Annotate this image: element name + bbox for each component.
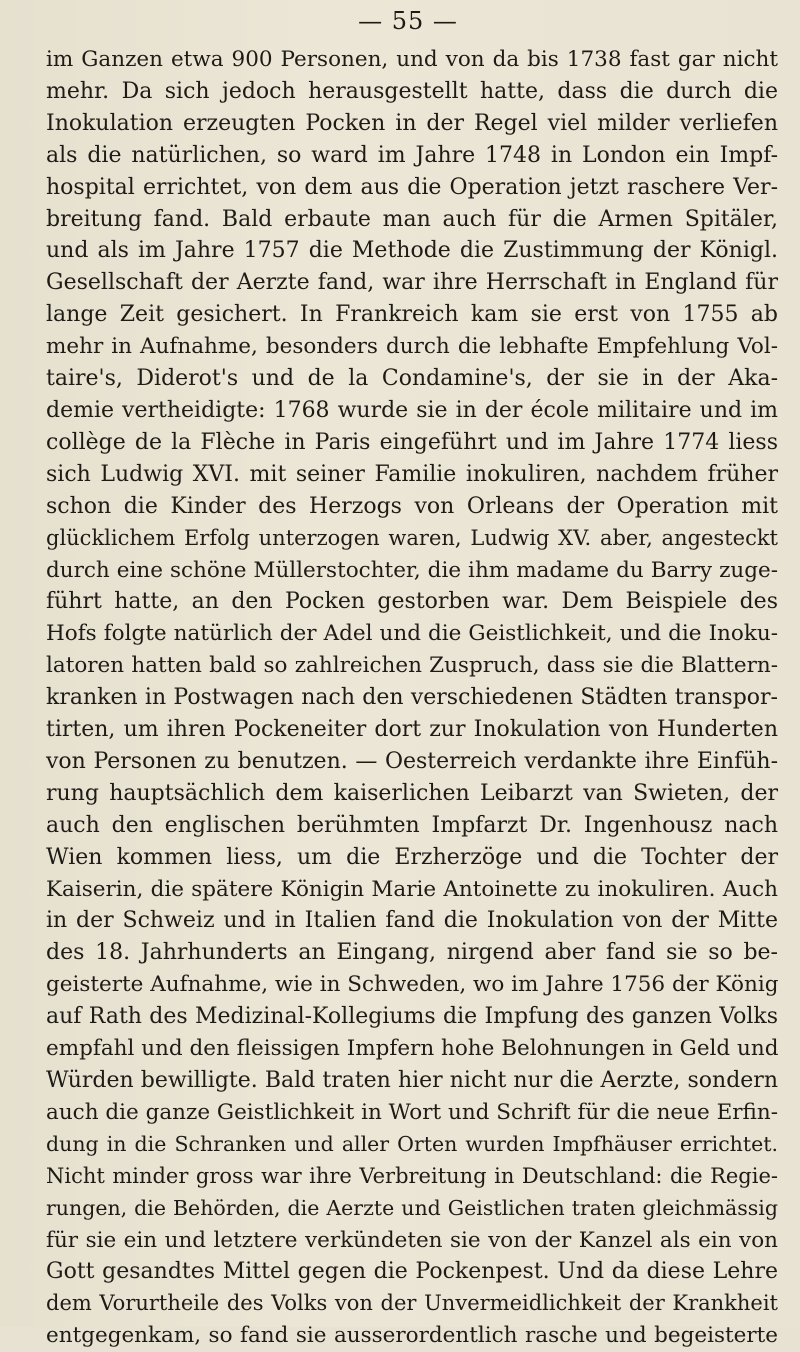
text-line: lange Zeit gesichert. In Frankreich kam sie erst von 1755 ab xyxy=(46,302,778,328)
text-line: Hofs folgte natürlich der Adel und die Geistlichkeit, und die Inoku- xyxy=(46,621,778,647)
text-line: mehr in Aufnahme, besonders durch die lebhafte Empfehlung Vol- xyxy=(46,334,778,360)
text-line: latoren hatten bald so zahlreichen Zuspruch, dass sie die Blattern- xyxy=(46,653,778,679)
text-line: und als im Jahre 1757 die Methode die Zustimmung der Königl. xyxy=(46,238,778,264)
text-line: glücklichem Erfolg unterzogen waren, Ludwig XV. aber, angesteckt xyxy=(46,525,778,550)
text-line: Wien kommen liess, um die Erzherzöge und die Tochter der xyxy=(46,844,778,870)
text-line: mehr. Da sich jedoch herausgestellt hatte, dass die durch die xyxy=(46,78,778,104)
text-line: collège de la Flèche in Paris eingeführt und im Jahre 1774 liess xyxy=(46,429,778,455)
text-line: als die natürlichen, so ward im Jahre 1748 in London ein Impf- xyxy=(46,142,778,168)
text-line: dung in die Schranken und aller Orten wurden Impfhäuser errichtet. xyxy=(46,1131,778,1156)
text-line: breitung fand. Bald erbaute man auch für die Armen Spitäler, xyxy=(46,206,778,232)
text-line: im Ganzen etwa 900 Personen, und von da bis 1738 fast gar nicht xyxy=(46,47,778,72)
text-line: geisterte Aufnahme, wie in Schweden, wo im Jahre 1756 der König xyxy=(46,972,779,998)
text-line: tirten, um ihren Pockeneiter dort zur Inokulation von Hunderten xyxy=(46,717,778,743)
text-line: dem Vorurtheile des Volks von der Unvermeidlichkeit der Krankheit xyxy=(46,1291,778,1316)
text-line: hospital errichtet, von dem aus die Operation jetzt raschere Ver- xyxy=(46,174,778,200)
text-line: von Personen zu benutzen. — Oesterreich verdankte ihre Einfüh- xyxy=(46,748,778,774)
text-line: Gesellschaft der Aerzte fand, war ihre Herrschaft in England für xyxy=(46,270,778,296)
text-line: taire's, Diderot's und de la Condamine's, der sie in der Aka- xyxy=(46,366,778,392)
text-line: des 18. Jahrhunderts an Eingang, nirgend aber fand sie so be- xyxy=(46,940,778,966)
text-line: auch die ganze Geistlichkeit in Wort und Schrift für die neue Erfin- xyxy=(46,1099,778,1125)
text-line: Kaiserin, die spätere Königin Marie Antoinette zu inokuliren. Auch xyxy=(46,876,778,902)
text-line: Nicht minder gross war ihre Verbreitung in Deutschland: die Regie- xyxy=(46,1163,778,1188)
text-line: rung hauptsächlich dem kaiserlichen Leibarzt van Swieten, der xyxy=(46,780,778,806)
text-line: entgegenkam, so fand sie ausserordentlich rasche und begeisterte xyxy=(46,1323,778,1349)
text-line: in der Schweiz und in Italien fand die Inokulation von der Mitte xyxy=(46,908,778,934)
text-line: schon die Kinder des Herzogs von Orleans der Operation mit xyxy=(46,493,778,519)
text-line: Inokulation erzeugten Pocken in der Regel viel milder verliefen xyxy=(46,110,778,136)
text-line: Würden bewilligte. Bald traten hier nicht nur die Aerzte, sondern xyxy=(46,1068,778,1093)
page-number: — 55 — xyxy=(358,7,458,35)
text-line: führt hatte, an den Pocken gestorben war. Dem Beispiele des xyxy=(46,589,778,615)
body-text xyxy=(46,44,778,1352)
text-line: kranken in Postwagen nach den verschiedenen Städten transpor- xyxy=(46,685,778,711)
text-line: auf Rath des Medizinal-Kollegiums die Impfung des ganzen Volks xyxy=(46,1004,778,1030)
text-line: Gott gesandtes Mittel gegen die Pockenpest. Und da diese Lehre xyxy=(46,1259,778,1285)
text-line: auch den englischen berühmten Impfarzt Dr. Ingenhousz nach xyxy=(46,812,778,838)
text-line: für sie ein und letztere verkündeten sie von der Kanzel als ein von xyxy=(46,1227,778,1253)
text-line: sich Ludwig XVI. mit seiner Familie inokuliren, nachdem früher xyxy=(46,461,778,487)
text-line: durch eine schöne Müllerstochter, die ihm madame du Barry zuge- xyxy=(46,557,778,583)
text-line: rungen, die Behörden, die Aerzte und Geistlichen traten gleichmässig xyxy=(46,1195,778,1220)
text-line: demie vertheidigte: 1768 wurde sie in der école militaire und im xyxy=(46,397,778,423)
text-line: empfahl und den fleissigen Impfern hohe Belohnungen in Geld und xyxy=(46,1036,779,1062)
